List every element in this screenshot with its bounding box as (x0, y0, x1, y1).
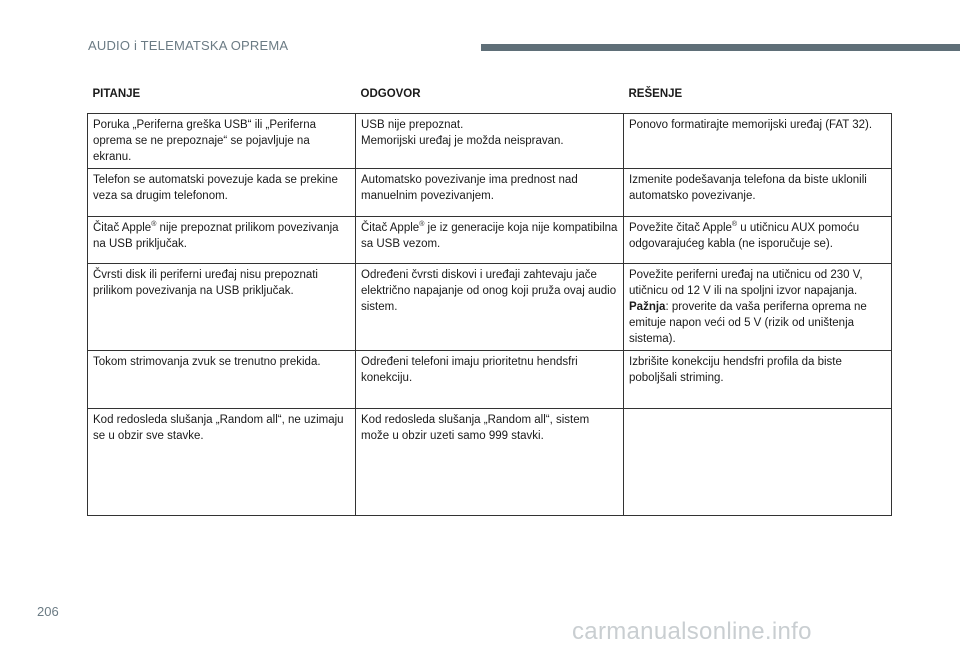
answer-line: Memorijski uređaj je možda neispravan. (361, 135, 564, 147)
answer-cell: Automatsko povezivanje ima prednost nad manuelnim povezivanjem. (356, 169, 624, 217)
table-row (88, 351, 892, 409)
question-cell (88, 217, 356, 264)
column-header-solution: REŠENJE (624, 78, 892, 114)
solution-cell (624, 409, 892, 516)
troubleshooting-table (87, 78, 892, 516)
table-row (88, 409, 892, 516)
watermark: carmanualsonline.info (572, 618, 812, 645)
table-header-row (88, 78, 892, 114)
registered-mark: ® (731, 221, 738, 229)
solution-cell: Ponovo formatirajte memorijski uređaj (FAT 32). (624, 114, 892, 169)
question-text: Čitač Apple (93, 222, 152, 234)
answer-text: Čitač Apple (361, 222, 420, 234)
answer-cell: Određeni telefoni imaju prioritetnu hendsfri konekciju. (356, 351, 624, 409)
answer-line: USB nije prepoznat. (361, 119, 464, 131)
solution-text: Povežite čitač Apple (629, 222, 732, 234)
answer-text: je iz generacije koja nije kompatibilna sa USB vezom. (361, 222, 618, 250)
question-cell: Kod redosleda slušanja „Random all“, ne uzimaju se u obzir sve stavke. (88, 409, 356, 516)
answer-cell: Kod redosleda slušanja „Random all“, sistem može u obzir uzeti samo 999 stavki. (356, 409, 624, 516)
registered-mark: ® (151, 221, 157, 229)
page-number: 206 (37, 604, 59, 619)
question-text: nije prepoznat prilikom povezivanja na USB priključak. (93, 222, 339, 250)
question-cell: Poruka „Periferna greška USB“ ili „Periferna oprema se ne prepoznaje“ se pojavljuje na ekranu. (88, 114, 356, 169)
solution-note (629, 299, 886, 347)
solution-cell: Izmenite podešavanja telefona da biste uklonili automatsko povezivanje. (624, 169, 892, 217)
table-row (88, 169, 892, 217)
question-cell: Telefon se automatski povezuje kada se prekine veza sa drugim telefonom. (88, 169, 356, 217)
table-row (88, 217, 892, 264)
answer-cell (356, 217, 624, 264)
solution-text: Povežite periferni uređaj na utičnicu od 230 V, utičnicu od 12 V ili na spoljni izvor napajanja. (629, 269, 863, 297)
solution-cell: Izbrišite konekciju hendsfri profila da biste poboljšali striming. (624, 351, 892, 409)
question-cell: Tokom strimovanja zvuk se trenutno prekida. (88, 351, 356, 409)
solution-cell (624, 264, 892, 351)
answer-cell: Određeni čvrsti diskovi i uređaji zahtevaju jače električno napajanje od onog koji pruža ovaj audio sistem. (356, 264, 624, 351)
solution-text: u utičnicu AUX pomoću odgovarajućeg kabla (ne isporučuje se). (629, 222, 860, 250)
registered-mark: ® (419, 221, 425, 229)
section-title: AUDIO i TELEMATSKA OPREMA (88, 38, 289, 53)
note-label: Pažnja (629, 301, 666, 313)
question-cell: Čvrsti disk ili periferni uređaj nisu prepoznati prilikom povezivanja na USB priključak. (88, 264, 356, 351)
column-header-answer: ODGOVOR (356, 78, 624, 114)
table-row (88, 114, 892, 169)
column-header-question: PITANJE (88, 78, 356, 114)
note-text: : proverite da vaša periferna oprema ne emituje napon veći od 5 V (rizik od uništenja sistema). (629, 301, 867, 345)
header-bar (481, 44, 960, 51)
table-row (88, 264, 892, 351)
solution-cell (624, 217, 892, 264)
answer-cell (356, 114, 624, 169)
